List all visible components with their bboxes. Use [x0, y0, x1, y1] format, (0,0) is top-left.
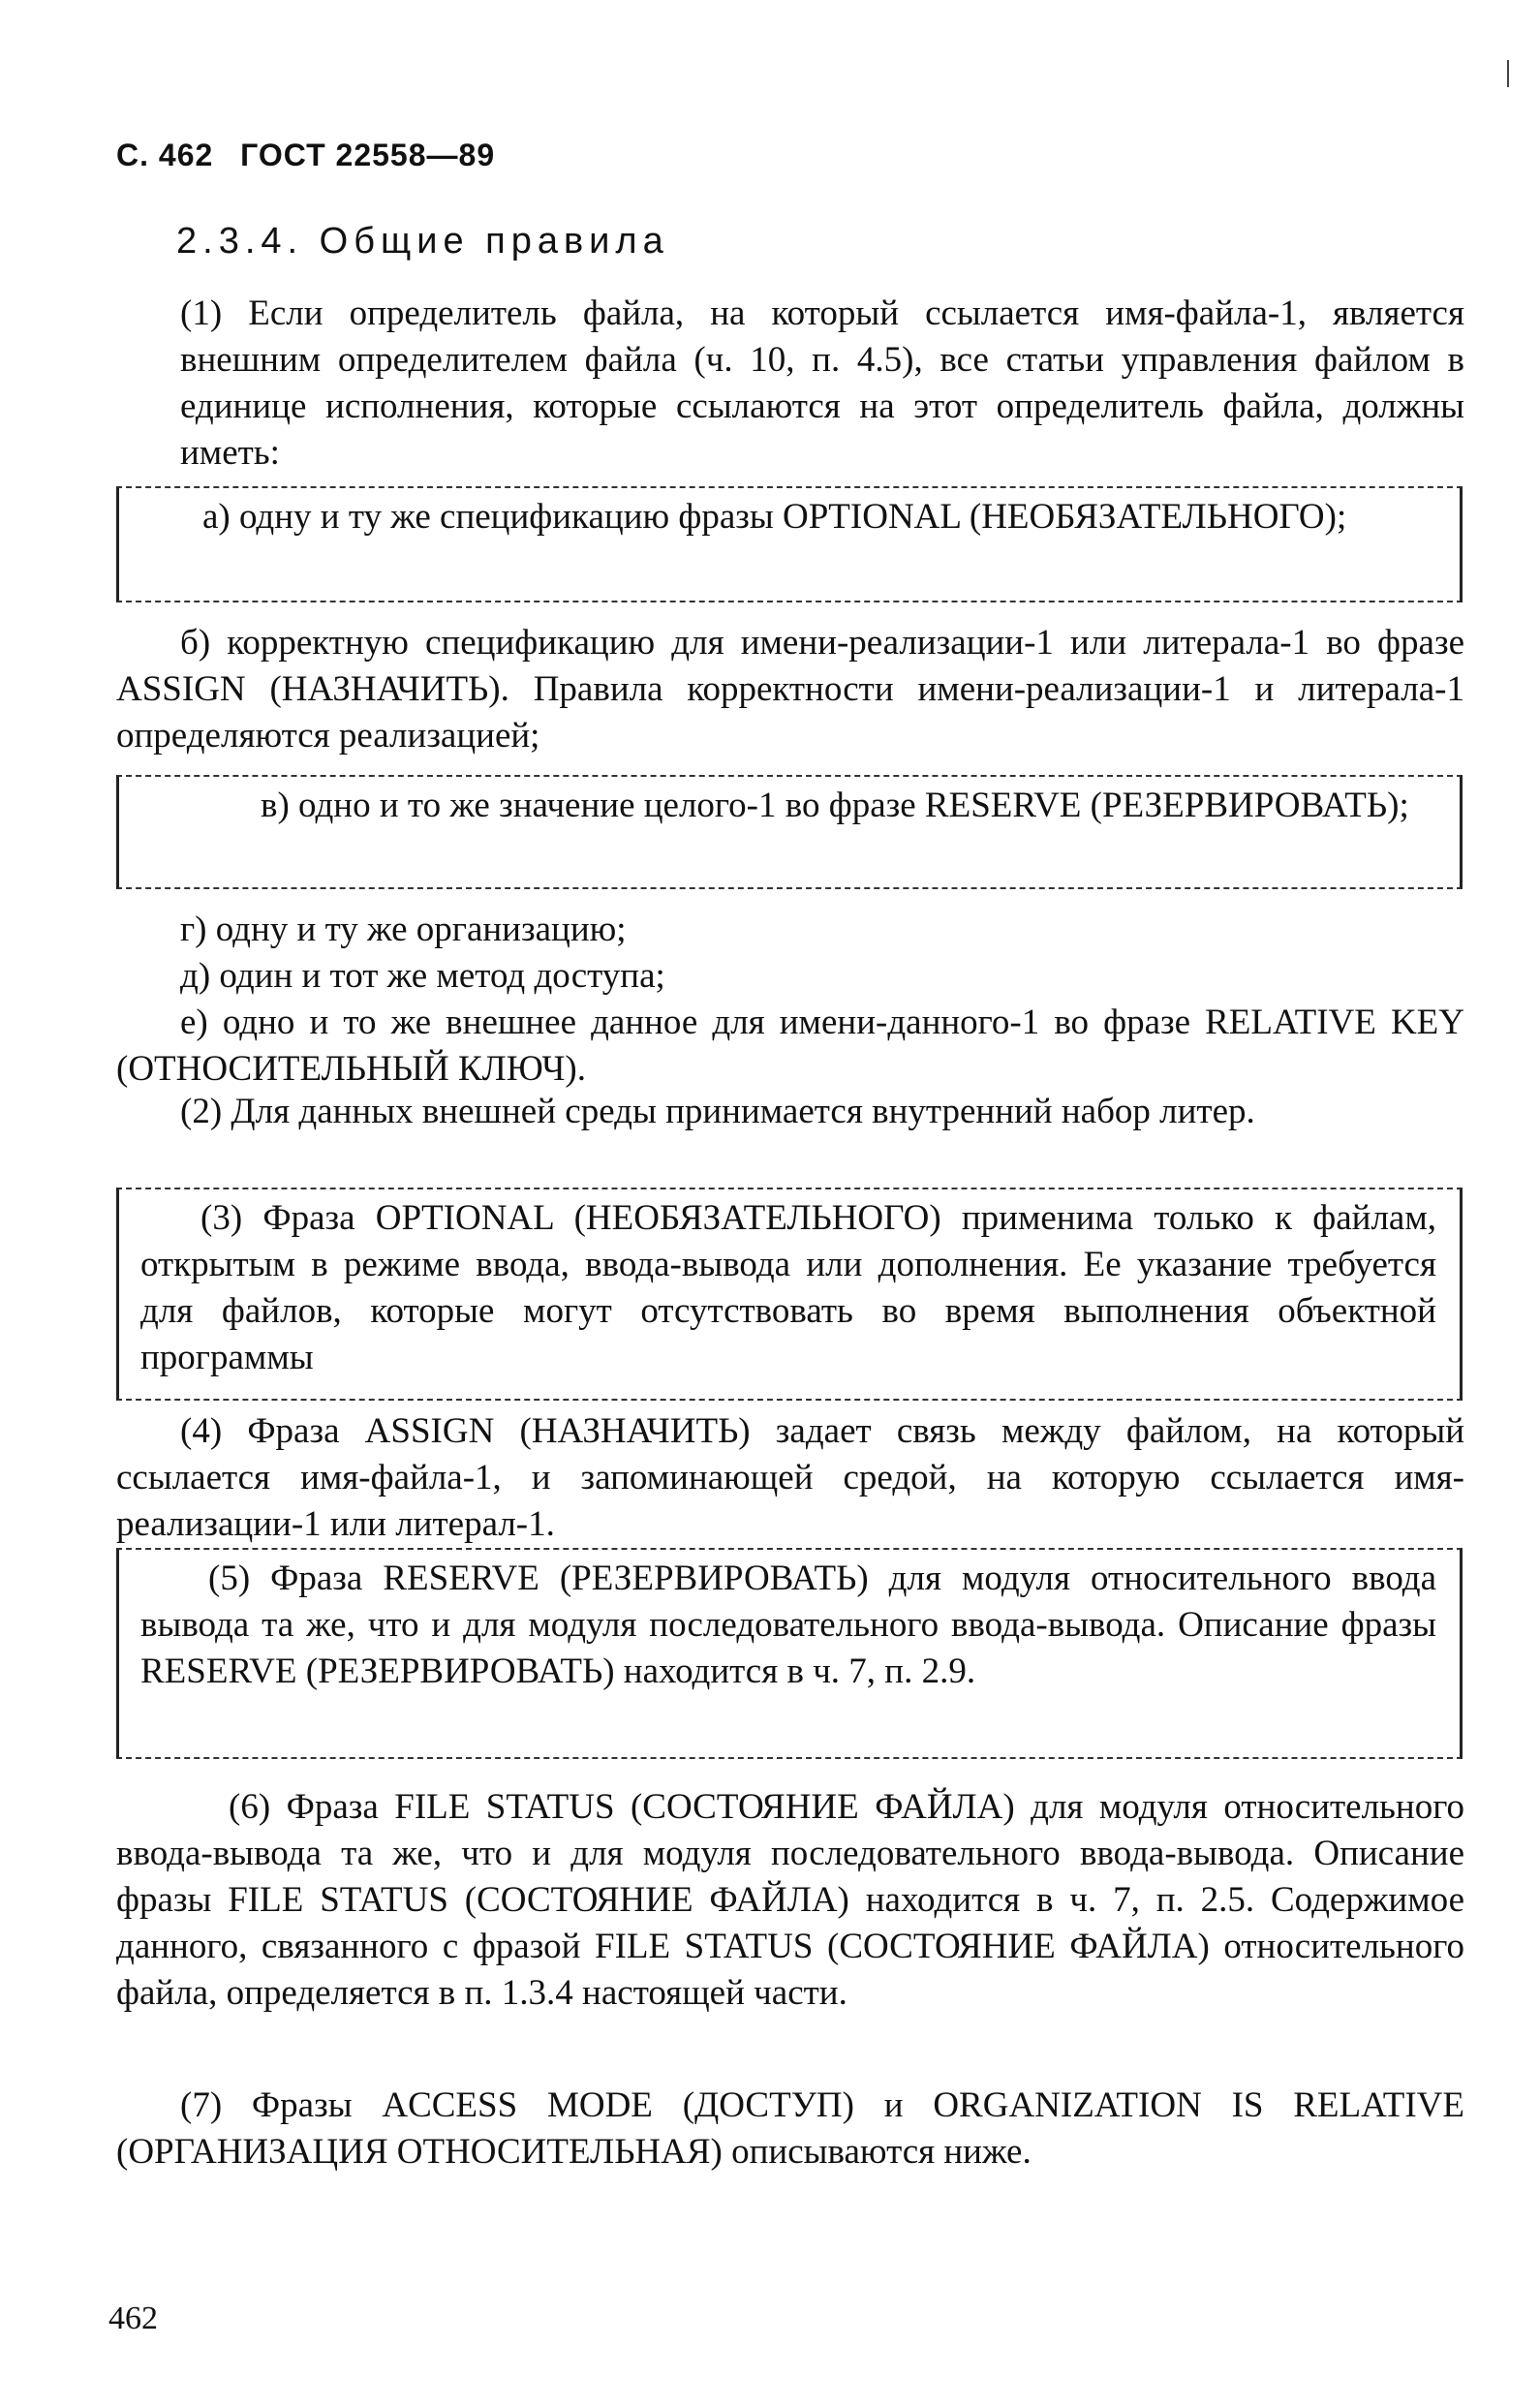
- item-e: [116, 1000, 1464, 1093]
- boxed-rule-5: [116, 1548, 1463, 1759]
- boxed-item-v: [116, 775, 1463, 889]
- rule-5-text: (5) Фраза RESERVE (РЕЗЕРВИРОВАТЬ) для модуля относительного ввода вывода та же, что и для модуля последовательного ввода-вывода. Описание фразы RESERVE (РЕЗЕРВИРОВАТЬ) находится в ч. 7, п. 2.9.: [140, 1559, 1436, 1691]
- item-g: г) одну и ту же организацию;: [180, 910, 627, 949]
- margin-mark: [1507, 60, 1509, 87]
- rule-1-text: (1) Если определитель файла, на который ссылается имя-файла-1, является внешним определителем файла (ч. 10, п. 4.5), все статьи управления файлом в единице исполнения, которые ссылаются на этот определитель файла, должны иметь:: [180, 293, 1464, 473]
- section-title: 2.3.4. Общие правила: [176, 221, 669, 262]
- rule-6: [116, 1784, 1464, 2017]
- standard-title: ГОСТ 22558—89: [240, 138, 496, 172]
- rule-4: [116, 1408, 1464, 1548]
- page-number: 462: [108, 2300, 158, 2336]
- item-e-text: е) одно и то же внешнее данное для имени-данного-1 во фразе RELATIVE KEY (ОТНОСИТЕЛЬНЫЙ КЛЮЧ).: [116, 1003, 1464, 1089]
- item-a-text: а) одну и ту же спецификацию фразы OPTIONAL (НЕОБЯЗАТЕЛЬНОГО);: [202, 497, 1347, 537]
- item-d: д) один и тот же метод доступа;: [180, 956, 665, 996]
- page-ref: С. 462: [116, 138, 214, 172]
- rule-7-text: (7) Фразы ACCESS MODE (ДОСТУП) и ORGANIZATION IS RELATIVE (ОРГАНИЗАЦИЯ ОТНОСИТЕЛЬНАЯ) описываются ниже.: [116, 2085, 1464, 2172]
- rule-7: [116, 2083, 1464, 2176]
- item-b: [116, 620, 1464, 759]
- rule-1: [116, 291, 1464, 477]
- rule-6-text: (6) Фраза FILE STATUS (СОСТОЯНИЕ ФАЙЛА) для модуля относительного ввода-вывода та же, что и для модуля последовательного ввода-вывода. Описание фразы FILE STATUS (СОСТОЯНИЕ ФАЙЛА) находится в ч. 7, п. 2.5. Содержимое данного, связанного с фразой FILE STATUS (СОСТОЯНИЕ ФАЙЛА) относительного файла, определяется в п. 1.3.4 настоящей части.: [116, 1787, 1464, 2013]
- item-b-text: б) корректную спецификацию для имени-реализации-1 или литерала-1 во фразе ASSIGN (НАЗНАЧИТЬ). Правила корректности имени-реализации-1 и литерала-1 определяются реализацией;: [116, 623, 1464, 756]
- boxed-rule-3: [116, 1188, 1463, 1401]
- rule-4-text: (4) Фраза ASSIGN (НАЗНАЧИТЬ) задает связь между файлом, на который ссылается имя-файла-1, и запоминающей средой, на которую ссылается имя-реализации-1 или литерал-1.: [116, 1411, 1464, 1544]
- item-v-text: в) одно и то же значение целого-1 во фразе RESERVE (РЕЗЕРВИРОВАТЬ);: [261, 786, 1409, 825]
- rule-3-text: (3) Фраза OPTIONAL (НЕОБЯЗАТЕЛЬНОГО) применима только к файлам, открытым в режиме ввода, ввода-вывода или дополнения. Ее указание требуется для файлов, которые могут отсутствовать во время выполнения объектной программы: [140, 1198, 1436, 1377]
- page-header: [116, 138, 512, 173]
- boxed-item-a: [116, 486, 1463, 602]
- rule-2: [116, 1089, 1464, 1135]
- rule-2-text: (2) Для данных внешней среды принимается внутренний набор литер.: [180, 1092, 1255, 1131]
